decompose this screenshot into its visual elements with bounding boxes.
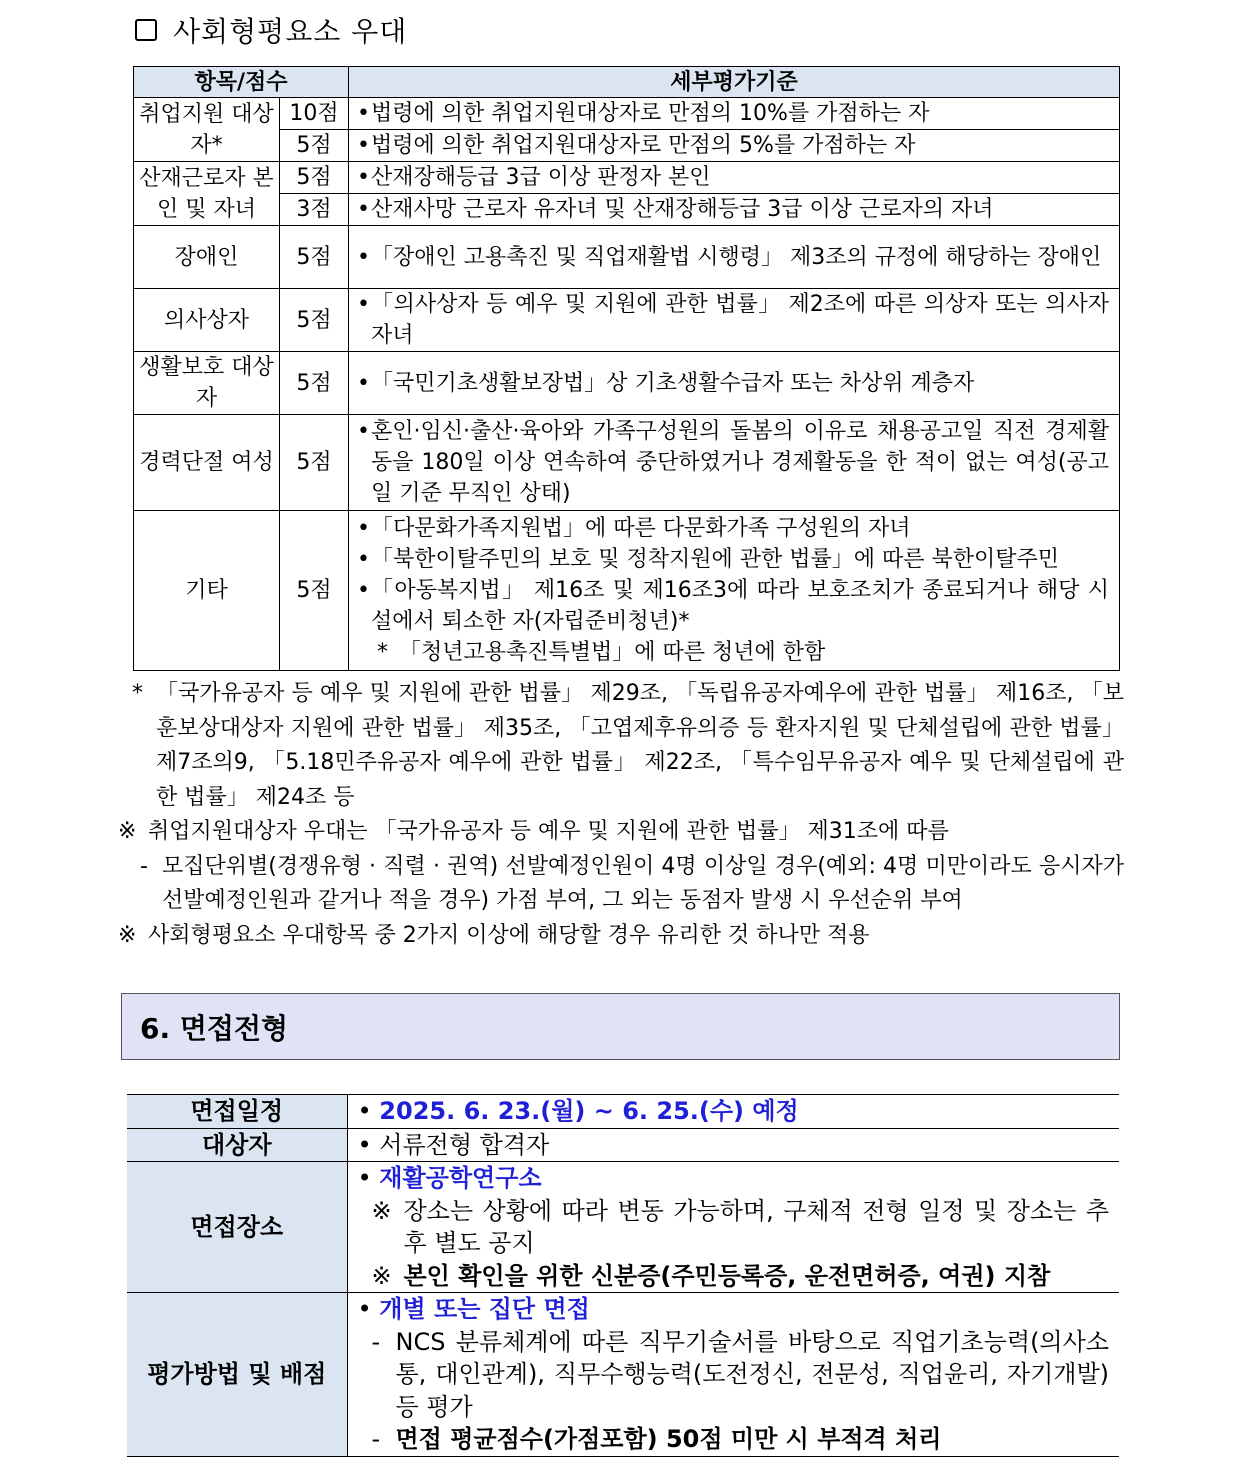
criteria-text: 「다문화가족지원법」에 따른 다문화가족 구성원의 자녀: [371, 516, 911, 541]
interview-method: 개별 또는 집단 면접: [379, 1295, 590, 1323]
category-livelihood-protection: 생활보호 대상자: [134, 352, 280, 415]
criteria-text: 「의사상자 등 예우 및 지원에 관한 법률」 제2조에 따른 의상자 또는 의사자 자녀: [371, 292, 1110, 348]
criteria-text: 산재사망 근로자 유자녀 및 산재장해등급 3급 이상 근로자의 자녀: [371, 197, 994, 222]
footnotes: * 「국가유공자 등 예우 및 지원에 관한 법률」 제29조, 「독립유공자예우에 관한 법률」 제16조, 「보훈보상대상자 지원에 관한 법률」 제35조, 「고엽제후유의증 등 환자지원 및 단체설립에 관한 법률」 제7조의9, 「5.18민주유공자 예우에 관한 법률」 제22조, 「특수임무유공자 예우 및 단체설립에 관한 법률」 제24조 등 ※ 취업지원대상자 우대는 「국가유공자 등 예우 및 지원에 관한 법률」 제31조에 따름 - 모집단위별(경쟁유형 · 직렬 · 권역) 선발예정인원이 4명 이상일 경우(예외: 4명 미만이라도 응시자가 선발예정인원과 같거나 적을 경우) 가점 부여, 그 외는 동점자 발생 시 우선순위 부여 ※ 사회형평요소 우대항목 중 2가지 이상에 해당할 경우 유리한 것 하나만 적용: [118, 677, 1124, 953]
section-heading-title: 사회형평요소 우대: [173, 15, 408, 48]
header-criteria: 세부평가기준: [349, 67, 1120, 98]
score-cell: 10점: [280, 98, 349, 130]
criteria-text: 법령에 의한 취업지원대상자로 만점의 10%를 가점하는 자: [371, 101, 930, 126]
interview-schedule: 2025. 6. 23.(월) ~ 6. 25.(수) 예정: [379, 1097, 799, 1125]
category-career-break-women: 경력단절 여성: [134, 415, 280, 511]
criteria-text: 「장애인 고용촉진 및 직업재활법 시행령」 제3조의 규정에 해당하는 장애인: [371, 244, 1102, 270]
section-heading: [135, 10, 407, 50]
header-category-score: 항목/점수: [134, 67, 349, 98]
label-target: 대상자: [127, 1128, 347, 1162]
method-item-disqualify: 면접 평균점수(가점포함) 50점 미만 시 부적격 처리: [395, 1425, 942, 1453]
method-item-evaluation: NCS 분류체계에 따른 직무기술서를 바탕으로 직업기초능력(의사소통, 대인관계), 직무수행능력(도전정신, 전문성, 직업윤리, 자기개발) 등 평가: [395, 1327, 1109, 1421]
score-cell: 5점: [280, 226, 349, 289]
footnote-laws: 「국가유공자 등 예우 및 지원에 관한 법률」 제29조, 「독립유공자예우에 관한 법률」 제16조, 「보훈보상대상자 지원에 관한 법률」 제35조, 「고엽제후유의증 등 환자지원 및 단체설립에 관한 법률」 제7조의9, 「5.18민주유공자 예우에 관한 법률」 제22조, 「특수임무유공자 예우 및 단체설립에 관한 법률」 제24조 등: [156, 681, 1124, 810]
criteria-text: 「국민기초생활보장법」상 기초생활수급자 또는 차상위 계층자: [371, 370, 975, 396]
place-note-change: 장소는 상황에 따라 변동 가능하며, 구체적 전형 일정 및 장소는 추후 별도 공지: [403, 1196, 1109, 1257]
criteria-text: 산재장해등급 3급 이상 판정자 본인: [371, 165, 711, 190]
score-cell: 5점: [280, 511, 349, 671]
note-single-preference: 사회형평요소 우대항목 중 2가지 이상에 해당할 경우 유리한 것 하나만 적용: [148, 922, 870, 948]
label-method: 평가방법 및 배점: [127, 1293, 347, 1457]
preference-table: 항목/점수 세부평가기준 취업지원 대상자* 10점 • 법령에 의한 취업지원대상자로 만점의 10%를 가점하는 자 5점 • 법령에 의한 취업지원대상자로 만점의 5%를 가점하는 자 산재근로자 본인 및 자녀 5점 • 산재장해등급 3급 이상 판정자 본인 3점 • 산재사망 근로자 유자녀 및 산재장해등급 3급 이상 근로자의 자녀 장애인 5점 • 「장애인 고용촉진 및 직업재활법 시행령」 제3조의 규정에 해당하는 장애인 의사상자 5점 • 「의사상자 등 예우 및 지원에 관한 법률」 제2조에 따른 의상자 또는 의사자 자녀 생활보호 대상자 5점 • 「국민기초생활보장법」상 기초생활수급자 또는 차상위 계층자 경력단절 여성 5점 • 혼인·임신·출산·육아와 가족구성원의 돌봄의 이유로 채용공고일 직전 경제활동을 180일 이상 연속하여 중단하였거나 경제활동을 한 적이 없는 여성(공고일 기준 무직인 상태) 기타 5점 • 「다문화가족지원법」에 따른 다문화가족 구성원의 자녀 • 「북한이탈주민의 보호 및 정착지원에 관한 법률」에 따른 북한이탈주민 • 「아동복지법」 제16조 및 제16조3에 따라 보호조치가 종료되거나 해당 시설에서 퇴소한 자(자립준비청년)* * 「청년고용촉진특별법」에 따른 청년에 한함: [133, 66, 1120, 671]
criteria-text: 「북한이탈주민의 보호 및 정착지원에 관한 법률」에 따른 북한이탈주민: [371, 547, 1060, 572]
note-employment-support: 취업지원대상자 우대는 「국가유공자 등 예우 및 지원에 관한 법률」 제31조에 따름: [148, 819, 949, 844]
score-cell: 5점: [280, 352, 349, 415]
label-place: 면접장소: [127, 1162, 347, 1293]
category-disabled: 장애인: [134, 226, 280, 289]
checkbox-icon: [135, 19, 157, 41]
section-6-title: 6. 면접전형: [121, 993, 1120, 1060]
criteria-subnote: 「청년고용촉진특별법」에 따른 청년에 한함: [399, 640, 826, 665]
note-bonus-rule: 모집단위별(경쟁유형 · 직렬 · 권역) 선발예정인원이 4명 이상일 경우(예외: 4명 미만이라도 응시자가 선발예정인원과 같거나 적을 경우) 가점 부여, 그 외는 동점자 발생 시 우선순위 부여: [162, 853, 1124, 913]
label-schedule: 면접일정: [127, 1095, 347, 1129]
criteria-text: 「아동복지법」 제16조 및 제16조3에 따라 보호조치가 종료되거나 해당 시설에서 퇴소한 자(자립준비청년)*: [371, 578, 1110, 634]
place-note-id: 본인 확인을 위한 신분증(주민등록증, 운전면허증, 여권) 지참: [403, 1261, 1051, 1290]
interview-target: 서류전형 합격자: [379, 1130, 550, 1159]
category-other: 기타: [134, 511, 280, 671]
criteria-text: 혼인·임신·출산·육아와 가족구성원의 돌봄의 이유로 채용공고일 직전 경제활동을 180일 이상 연속하여 중단하였거나 경제활동을 한 적이 없는 여성(공고일 기준 무직인 상태): [371, 419, 1110, 506]
score-cell: 5점: [280, 289, 349, 352]
criteria-text: 법령에 의한 취업지원대상자로 만점의 5%를 가점하는 자: [371, 133, 916, 158]
category-righteous-casualty: 의사상자: [134, 289, 280, 352]
score-cell: 5점: [280, 162, 349, 194]
score-cell: 3점: [280, 194, 349, 226]
score-cell: 5점: [280, 130, 349, 162]
category-industrial-accident: 산재근로자 본인 및 자녀: [134, 162, 280, 226]
interview-table: 면접일정 • 2025. 6. 23.(월) ~ 6. 25.(수) 예정 대상자 • 서류전형 합격자 면접장소 • 재활공학연구소 ※ 장소는 상황에 따라 변동 가능하며, 구체적 전형 일정 및 장소는 추후 별도 공지 ※ 본인 확인을 위한 신분증(주민등록증, 운전면허증, 여권) 지참 평가방법 및 배점 • 개별 또는 집단 면접 - NCS 분류체계에 따른 직무기술서를 바탕으로 직업기초능력(의사소통, 대인관계), 직무수행능력(도전정신, 전문성, 직업윤리, 자기개발) 등 평가 - 면접 평균점수(가점포함) 50점 미만 시 부적격 처리: [127, 1094, 1119, 1457]
interview-place: 재활공학연구소: [379, 1164, 542, 1192]
category-employment-support: 취업지원 대상자*: [134, 98, 280, 162]
score-cell: 5점: [280, 415, 349, 511]
